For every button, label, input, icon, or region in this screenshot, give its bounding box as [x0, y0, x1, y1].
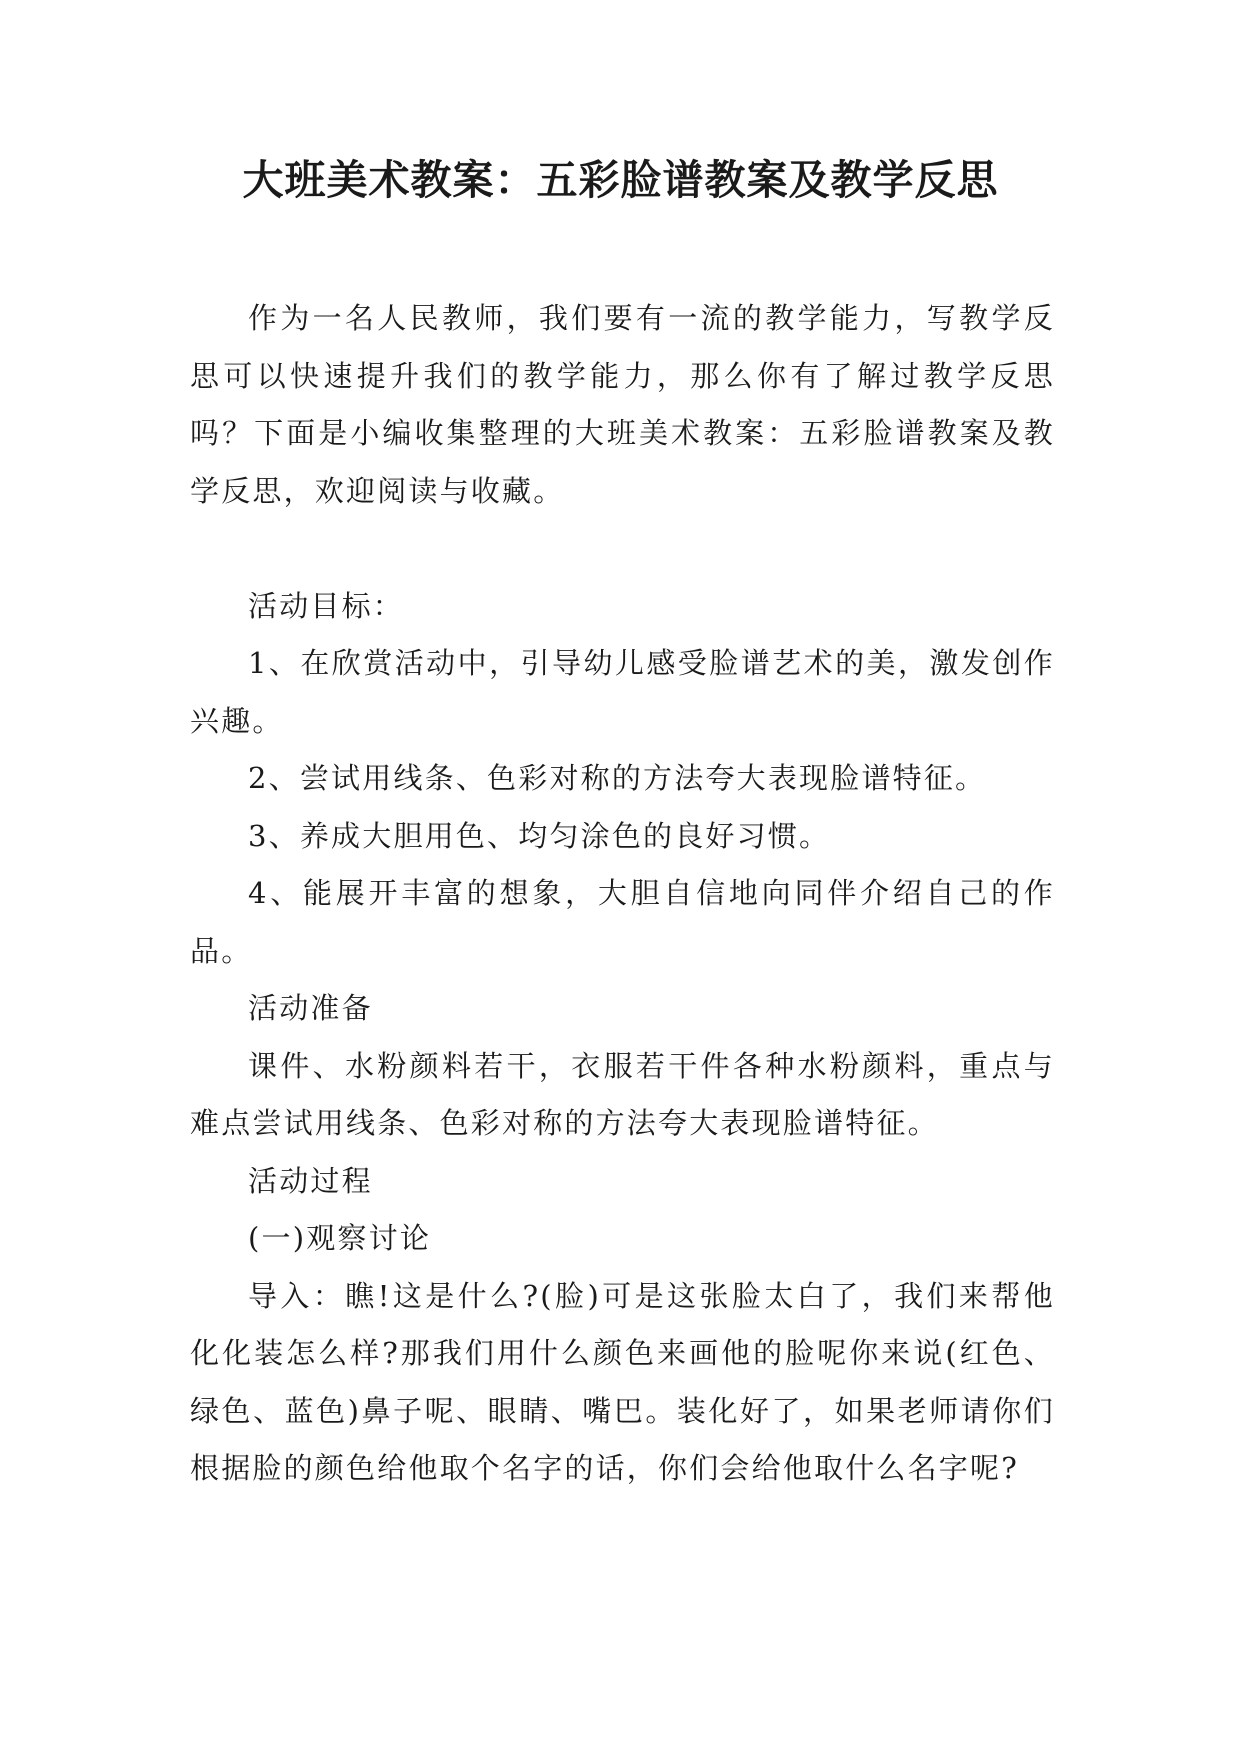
- section-heading-preparation: 活动准备: [248, 991, 373, 1025]
- paragraph-spacer: [190, 520, 1055, 578]
- goal-item-3: 3、养成大胆用色、均匀涂色的良好习惯。: [248, 818, 831, 853]
- introduction-paragraph: 导入：瞧!这是什么?(脸)可是这张脸太白了，我们来帮他化化装怎么样?那我们用什么颜色来画他的脸呢你来说(红色、绿色、蓝色)鼻子呢、眼睛、嘴巴。装化好了，如果老师请你们根据脸的颜色给他取个名字的话，你们会给他取什么名字呢?: [190, 1278, 1055, 1485]
- goal-item-2: 2、尝试用线条、色彩对称的方法夸大表现脸谱特征。: [248, 761, 987, 795]
- document-title: 大班美术教案：五彩脸谱教案及教学反思: [242, 156, 999, 204]
- preparation-paragraph: 课件、水粉颜料若干，衣服若干件各种水粉颜料，重点与难点尝试用线条、色彩对称的方法夸大表现脸谱特征。: [190, 1048, 1055, 1140]
- document-body: [190, 290, 1055, 1498]
- subsection-heading-observe: (一)观察讨论: [248, 1221, 432, 1255]
- goal-item-1: 1、在欣赏活动中，引导幼儿感受脸谱艺术的美，激发创作兴趣。: [190, 646, 1055, 738]
- section-heading-goals: 活动目标：: [248, 588, 405, 623]
- section-heading-process: 活动过程: [248, 1163, 373, 1198]
- intro-paragraph: 作为一名人民教师，我们要有一流的教学能力，写教学反思可以快速提升我们的教学能力，那么你有了解过教学反思吗？下面是小编收集整理的大班美术教案：五彩脸谱教案及教学反思，欢迎阅读与收藏。: [190, 301, 1055, 508]
- goal-item-4: 4、能展开丰富的想象，大胆自信地向同伴介绍自己的作品。: [190, 876, 1055, 968]
